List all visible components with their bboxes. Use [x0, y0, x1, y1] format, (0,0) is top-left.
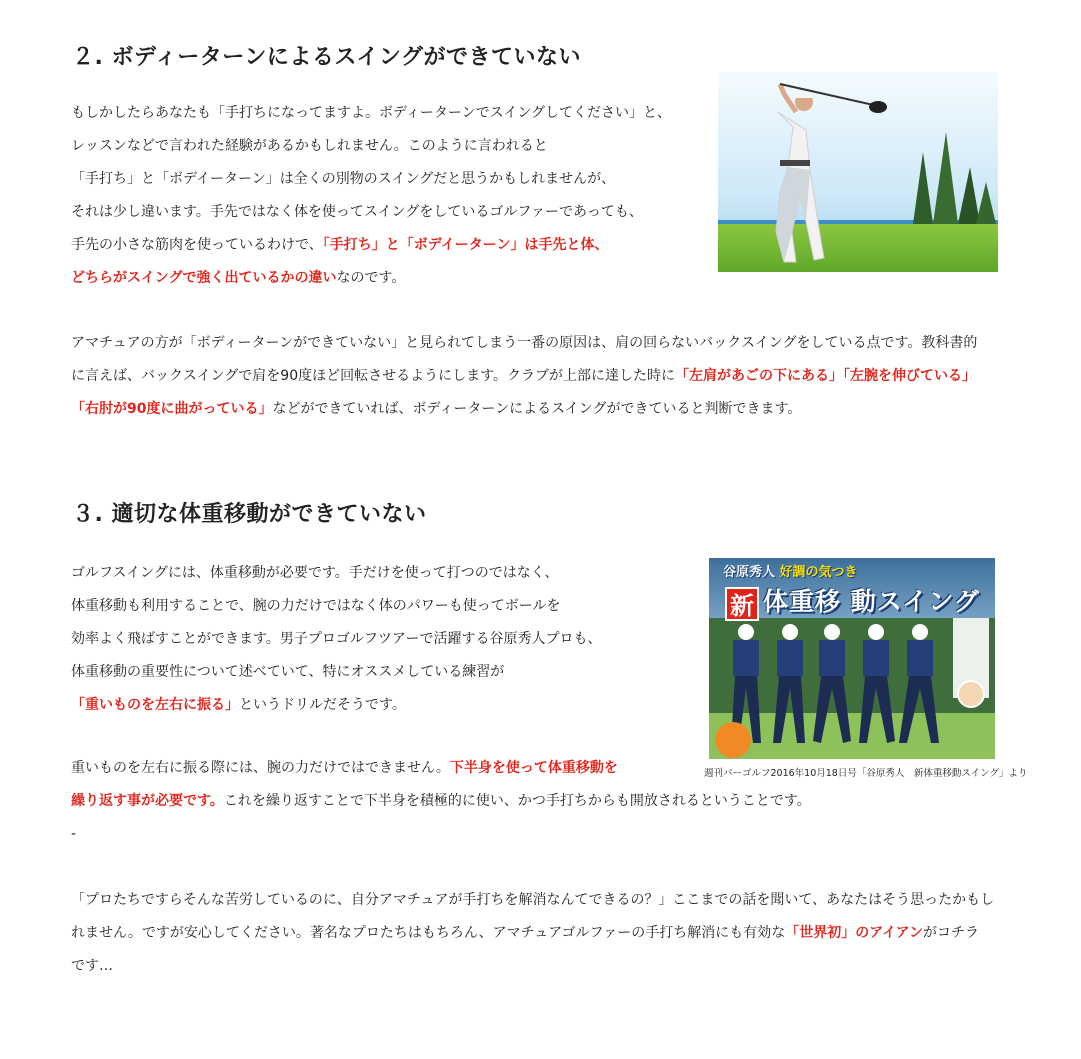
- body-text: 重いものを左右に振る際には、腕の力だけではできません。: [71, 760, 450, 776]
- magazine-title: 体重移 動スイング: [763, 587, 980, 616]
- golfer-photo: [718, 72, 998, 272]
- text-line: [71, 884, 994, 917]
- magazine-tagline: 好調の気つき: [779, 565, 858, 580]
- text-line: [71, 97, 671, 130]
- body-text: がコチラ: [923, 925, 980, 941]
- body-text: もしかしたらあなたも「手打ちになってますよ。ボディーターンでスイングしてください」と、: [71, 105, 672, 121]
- text-line: [71, 656, 601, 689]
- text-line: [71, 130, 671, 163]
- text-line: [71, 327, 977, 360]
- text-line: [71, 163, 671, 196]
- section3-paragraph-2: [71, 752, 811, 818]
- highlight-text: 「重いものを左右に振る」: [71, 697, 239, 713]
- body-text: れません。ですが安心してください。著名なプロたちはもちろん、アマチュアゴルファーの手打ち解消にも有効な: [71, 925, 786, 941]
- section3-paragraph-1: [71, 557, 601, 722]
- magazine-photo: [709, 558, 995, 759]
- text-line: [71, 689, 601, 722]
- text-line: [71, 950, 994, 983]
- section2-heading: ２. ボディーターンによるスイングができていない: [72, 45, 581, 70]
- highlight-text: 「右肘が90度に曲がっている」: [71, 401, 273, 417]
- magazine-new-badge: 新: [725, 587, 759, 621]
- text-line: [71, 262, 671, 295]
- text-line: [71, 623, 601, 656]
- body-text: です…: [71, 958, 113, 974]
- body-text: 「プロたちですらそんな苦労しているのに、自分アマチュアが手打ちを解消なんてできるの？」ここまでの話を聞いて、あなたはそう思ったかもし: [71, 892, 995, 908]
- body-text: アマチュアの方が「ボディーターンができていない」と見られてしまう一番の原因は、肩の回らないバックスイングをしている点です。教科書的: [71, 335, 978, 351]
- body-text: レッスンなどで言われた経験があるかもしれません。このように言われると: [71, 138, 548, 154]
- text-line: [71, 360, 977, 393]
- text-line: [71, 785, 811, 818]
- section2-paragraph-2: [71, 327, 977, 426]
- highlight-text: どちらがスイングで強く出ているかの違い: [71, 270, 337, 286]
- text-line: [71, 393, 977, 426]
- magazine-name: 谷原秀人: [723, 565, 776, 580]
- highlight-text: 下半身を使って体重移動を: [449, 760, 618, 776]
- body-text: 手先の小さな筋肉を使っているわけで、: [71, 237, 323, 253]
- magazine-subtitle: [723, 561, 858, 580]
- body-text: これを繰り返すことで下半身を積極的に使い、かつ手打ちからも開放されるということです。: [223, 793, 811, 809]
- highlight-text: 「世界初」のアイアン: [785, 925, 924, 941]
- highlight-text: 繰り返す事が必要です。: [71, 793, 224, 809]
- section3-paragraph-3: [71, 884, 994, 983]
- highlight-text: 「左肩があごの下にある」「左腕を伸びている」: [675, 368, 976, 384]
- body-text: 「手打ち」と「ボデイーターン」は全くの別物のスイングだと思うかもしれませんが、: [71, 171, 616, 187]
- body-text: などができていれば、ボディーターンによるスイングができていると判断できます。: [272, 401, 802, 417]
- section2-paragraph-1: [71, 97, 671, 295]
- text-line: [71, 590, 601, 623]
- text-line: [71, 196, 671, 229]
- body-text: ゴルフスイングには、体重移動が必要です。手だけを使って打つのではなく、: [71, 565, 559, 581]
- text-line: [71, 917, 994, 950]
- magazine-caption: 週刊パーゴルフ2016年10月18日号「谷原秀人 新体重移動スイング」より: [704, 768, 1028, 779]
- body-text: なのです。: [336, 270, 406, 286]
- separator-dash: -: [71, 826, 77, 842]
- body-text: というドリルだそうです。: [239, 697, 406, 713]
- text-line: [71, 557, 601, 590]
- body-text: 効率よく飛ばすことができます。男子プロゴルフツアーで活躍する谷原秀人プロも、: [71, 631, 602, 647]
- body-text: 体重移動の重要性について述べていて、特にオススメしている練習が: [71, 664, 505, 680]
- text-line: [71, 752, 811, 785]
- highlight-text: 「手打ち」と「ボデイーターン」は手先と体、: [322, 237, 609, 253]
- section3-heading: ３. 適切な体重移動ができていない: [72, 502, 427, 527]
- body-text: 体重移動も利用することで、腕の力だけではなく体のパワーも使ってボールを: [71, 598, 561, 614]
- body-text: に言えば、バックスイングで肩を90度ほど回転させるようにします。クラブが上部に達した時に: [71, 368, 675, 384]
- text-line: [71, 229, 671, 262]
- body-text: それは少し違います。手先ではなく体を使ってスイングをしているゴルファーであっても、: [71, 204, 643, 220]
